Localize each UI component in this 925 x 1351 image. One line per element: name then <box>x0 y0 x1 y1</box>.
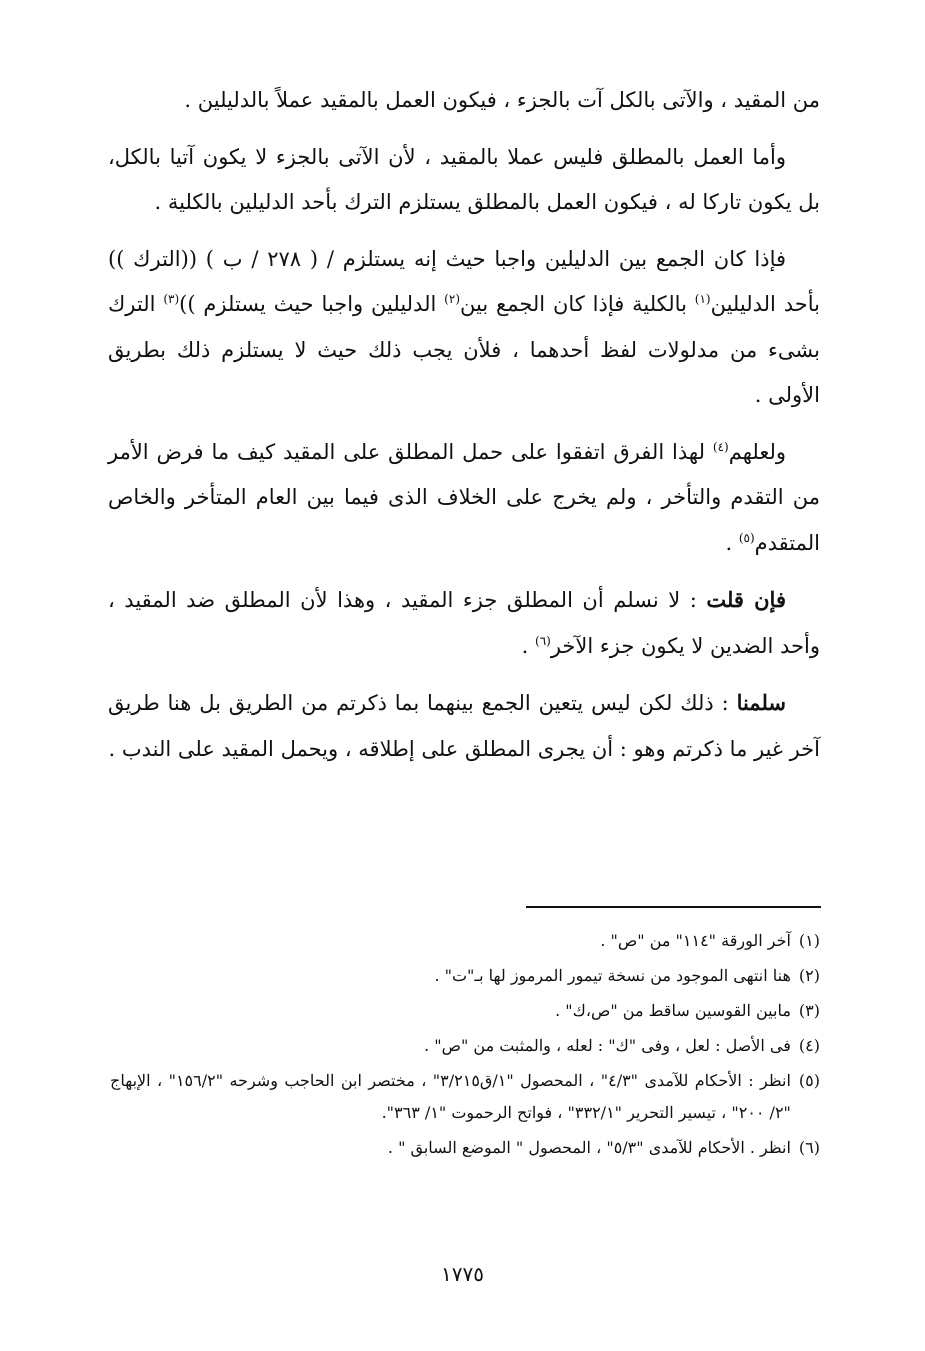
footnote-2 <box>110 960 820 992</box>
paragraph-6-text: : ذلك لكن ليس يتعين الجمع بينهما بما ذكرتم من الطريق بل هنا طريق آخر غير ما ذكرتم وهو : أن يجرى المطلق على إطلاقه ، ويحمل المقيد على الندب . <box>108 691 820 761</box>
footnote-divider <box>526 906 821 908</box>
paragraph-5-text-b: . <box>521 633 535 658</box>
footnote-number: (٣) <box>798 1001 820 1020</box>
footnote-number: (١) <box>798 931 820 950</box>
footnote-ref-6: (٦) <box>535 633 551 648</box>
paragraph-3-text-c: الدليلين واجبا حيث يستلزم )) <box>179 292 445 316</box>
paragraph-5 <box>108 577 820 669</box>
main-text <box>108 78 820 783</box>
paragraph-4 <box>108 430 820 567</box>
footnote-ref-3: (٣) <box>163 292 180 306</box>
footnote-number: (٢) <box>798 966 820 985</box>
paragraph-5-lead: فإن قلت <box>706 587 786 612</box>
footnote-6 <box>110 1132 820 1164</box>
paragraph-4-text-a: ولعلهم <box>728 439 786 464</box>
footnote-1 <box>110 925 820 957</box>
footnote-number: (٥) <box>798 1071 820 1090</box>
footnotes <box>110 925 820 1167</box>
paragraph-6 <box>108 680 820 772</box>
paragraph-4-text-c: . <box>725 530 739 555</box>
footnote-ref-5: (٥) <box>738 530 755 545</box>
paragraph-4-text-b: لهذا الفرق اتفقوا على حمل المطلق على المقيد كيف ما فرض الأمر من التقدم والتأخر ، ولم يخرج على الخلاف الذى فيما بين العام المتأخر والخاص المتقدم <box>108 439 820 555</box>
footnote-text: آخر الورقة "١١٤" من "ص" . <box>600 931 791 950</box>
footnote-number: (٦) <box>798 1138 820 1157</box>
footnote-ref-2: (٢) <box>444 292 460 306</box>
footnote-4 <box>110 1030 820 1062</box>
footnote-3 <box>110 995 820 1027</box>
footnote-text: انظر : الأحكام للآمدى "٤/٣" ، المحصول "١/ق٣/٢١٥" ، مختصر ابن الحاجب وشرحه "١٥٦/٢" ، الإبهاج "٢/ ٢٠٠" ، تيسير التحرير "٣٣٢/١" ، فواتح الرحموت "١/ ٣٦٣". <box>110 1071 791 1122</box>
paragraph-1-text: من المقيد ، والآتى بالكل آت بالجزء ، فيكون العمل بالمقيد عملاً بالدليلين . <box>184 88 820 112</box>
paragraph-3-text-b: بالكلية فإذا كان الجمع بين <box>460 292 695 316</box>
paragraph-5-text-a: : لا نسلم أن المطلق جزء المقيد ، وهذا لأن المطلق ضد المقيد ، وأحد الضدين لا يكون جزء الآخر <box>108 588 820 658</box>
paragraph-3-text-d: الترك بشىء من مدلولات لفظ أحدهما ، فلأن يجب ذلك حيث لا يستلزم ذلك بطريق الأولى . <box>108 292 820 407</box>
footnote-text: مابين القوسين ساقط من "ص،ك" . <box>555 1001 791 1020</box>
paragraph-3-text-a: فإذا كان الجمع بين الدليلين واجبا حيث إنه يستلزم / ( ٢٧٨ / ب ) ((الترك )) بأحد الدليلين <box>108 246 820 316</box>
page-number: ١٧٧٥ <box>441 1262 484 1286</box>
footnote-text: هنا انتهى الموجود من نسخة تيمور المرموز لها بـ"ت" . <box>434 966 791 985</box>
footnote-ref-4: (٤) <box>712 439 729 454</box>
footnote-ref-1: (١) <box>694 292 711 306</box>
footnote-number: (٤) <box>798 1036 820 1055</box>
paragraph-3 <box>108 237 820 419</box>
paragraph-2-text: وأما العمل بالمطلق فليس عملا بالمقيد ، لأن الآتى بالجزء لا يكون آتيا بالكل، بل يكون تاركا له ، فيكون العمل بالمطلق يستلزم الترك بأحد الدليلين بالكلية . <box>108 144 820 214</box>
footnote-text: انظر . الأحكام للآمدى "٥/٣" ، المحصول " الموضع السابق " . <box>387 1138 791 1157</box>
footnote-text: فى الأصل : لعل ، وفى "ك" : لعله ، والمثبت من "ص" . <box>424 1036 791 1055</box>
paragraph-6-lead: سلمنا <box>736 690 786 715</box>
paragraph-2 <box>108 135 820 226</box>
paragraph-1 <box>108 78 820 124</box>
footnote-5 <box>110 1065 820 1129</box>
